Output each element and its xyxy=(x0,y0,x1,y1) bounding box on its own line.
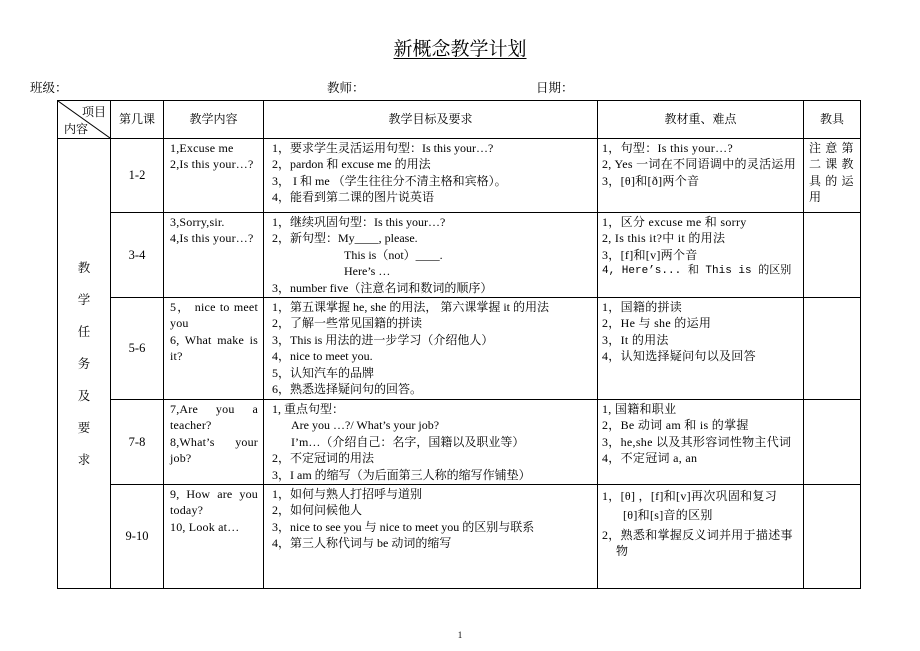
key-point-item: 1，句型：Is this your…? xyxy=(602,141,734,155)
goal-item: 1，要求学生灵活运用句型：Is this your…? xyxy=(272,141,494,155)
goal-item: 4，第三人称代词与 be 动词的缩写 xyxy=(272,536,452,551)
key-points-cell xyxy=(598,298,804,400)
goal-item: 2，新句型：My____, please. xyxy=(272,231,418,246)
lesson-number: 7-8 xyxy=(111,400,164,485)
key-points-cell xyxy=(598,485,804,589)
lesson-number: 3-4 xyxy=(111,213,164,298)
goal-item: 3，number five（注意名词和数词的顺序） xyxy=(272,280,493,295)
goal-item: 2，pardon 和 excuse me 的用法 xyxy=(272,157,431,172)
column-header-lesson: 第几课 xyxy=(111,101,164,139)
tools-text: 注意第二课教具的运用 xyxy=(809,141,856,205)
table-row xyxy=(58,213,861,298)
key-point-item: 3，[f]和[v]两个音 xyxy=(602,247,698,262)
key-point-item: 4，不定冠词 a, an xyxy=(602,451,698,466)
key-point-item: 4, Here’s... 和 This is 的区别 xyxy=(602,265,792,278)
corner-box xyxy=(58,101,110,138)
content-item: 8,What’s your job? xyxy=(170,434,258,466)
tools-cell xyxy=(804,400,861,485)
goals-cell xyxy=(264,298,598,400)
content-cell xyxy=(164,213,264,298)
lesson-number: 9-10 xyxy=(111,485,164,589)
side-label-char: 及 xyxy=(77,388,91,403)
goal-item: 1，继续巩固句型：Is this your…? xyxy=(272,215,446,229)
content-item: 1,Excuse me xyxy=(170,141,234,155)
column-header-tools: 教具 xyxy=(804,101,861,139)
key-point-item: 2，He 与 she 的运用 xyxy=(602,316,712,331)
column-header-goals: 教学目标及要求 xyxy=(264,101,598,139)
tools-cell xyxy=(804,213,861,298)
key-point-item: 1，[θ] ，[f]和[v]再次巩固和复习 xyxy=(602,489,778,503)
corner-label-content: 内容 xyxy=(64,122,89,136)
content-item: 6, What make is it? xyxy=(170,332,258,364)
key-point-item: 1，区分 excuse me 和 sorry xyxy=(602,215,747,229)
goal-item: This is（not）____. xyxy=(344,247,443,262)
goal-item: 3，nice to see you 与 nice to meet you 的区别与联系 xyxy=(272,519,535,534)
content-item: 3,Sorry,sir. xyxy=(170,215,225,229)
side-label-char: 学 xyxy=(77,292,91,307)
goal-item: 2，如何问候他人 xyxy=(272,503,363,518)
tools-cell xyxy=(804,485,861,589)
corner-label-project: 项目 xyxy=(81,105,106,119)
key-point-item: 2，熟悉和掌握反义词并用于描述事物 xyxy=(602,527,793,559)
key-point-item: 2, Yes 一词在不同语调中的灵活运用 xyxy=(602,157,797,172)
teacher-label: 教师： xyxy=(327,81,365,95)
side-label-cell xyxy=(58,139,111,589)
goal-item: 3，I am 的缩写（为后面第三人称的缩写作铺垫） xyxy=(272,467,531,482)
document-title-text: 新概念教学计划 xyxy=(393,39,527,60)
content-cell xyxy=(164,298,264,400)
side-label-char: 教 xyxy=(77,260,91,275)
table-header-row xyxy=(58,101,861,139)
class-label: 班级： xyxy=(30,81,68,95)
content-item: 5， nice to meet you xyxy=(170,300,258,331)
goals-cell xyxy=(264,485,598,589)
table-row xyxy=(58,400,861,485)
column-header-content: 教学内容 xyxy=(164,101,264,139)
goal-item: 4，nice to meet you. xyxy=(272,349,373,364)
key-point-item: 2, Is this it?中 it 的用法 xyxy=(602,231,726,246)
content-item: 2,Is this your…? xyxy=(170,157,254,172)
side-label-char: 要 xyxy=(77,420,91,435)
content-cell xyxy=(164,485,264,589)
goal-item: 2，了解一些常见国籍的拼读 xyxy=(272,316,423,331)
key-point-item: 1, 国籍和职业 xyxy=(602,402,677,416)
key-points-cell xyxy=(598,400,804,485)
content-item: 7,Are you a teacher? xyxy=(170,402,258,433)
table-row xyxy=(58,485,861,589)
key-point-item: 1，国籍的拼读 xyxy=(602,300,683,314)
date-label: 日期： xyxy=(536,81,574,95)
page-number: 1 xyxy=(457,630,463,640)
key-point-item: 3，[θ]和[ð]两个音 xyxy=(602,173,700,188)
goal-item: 6，熟悉选择疑问句的回答。 xyxy=(272,382,423,397)
content-cell xyxy=(164,400,264,485)
goal-item: Are you …?/ What’s your job? xyxy=(291,418,440,433)
side-label-char: 务 xyxy=(77,356,91,371)
teaching-plan-table xyxy=(57,100,861,589)
tools-cell xyxy=(804,139,861,213)
content-item: 4,Is this your…? xyxy=(170,231,254,246)
key-point-item: 3，he,she 以及其形容词性物主代词 xyxy=(602,434,792,449)
column-header-key-points: 教材重、难点 xyxy=(598,101,804,139)
goals-cell xyxy=(264,213,598,298)
key-points-cell xyxy=(598,139,804,213)
goal-item: 2，不定冠词的用法 xyxy=(272,451,375,466)
content-cell xyxy=(164,139,264,213)
key-points-cell xyxy=(598,213,804,298)
goal-item: 1，第五课掌握 he, she 的用法， 第六课掌握 it 的用法 xyxy=(272,300,549,314)
goals-cell xyxy=(264,400,598,485)
content-item: 10, Look at… xyxy=(170,519,240,534)
lesson-number: 1-2 xyxy=(111,139,164,213)
goal-item: 4，能看到第二课的图片说英语 xyxy=(272,190,435,205)
corner-header-cell xyxy=(58,101,111,139)
goal-item: 3，This is 用法的进一步学习（介绍他人） xyxy=(272,332,494,347)
lesson-number: 5-6 xyxy=(111,298,164,400)
document-title xyxy=(0,37,920,63)
goal-item: 3， I 和 me （学生往往分不清主格和宾格）。 xyxy=(272,173,507,188)
key-point-item: 2，Be 动词 am 和 is 的掌握 xyxy=(602,418,749,433)
key-point-item: 4，认知选择疑问句以及回答 xyxy=(602,349,756,364)
side-label xyxy=(58,252,110,476)
goal-item: 1, 重点句型： xyxy=(272,402,345,416)
content-item: 9, How are you today? xyxy=(170,487,258,518)
side-label-char: 任 xyxy=(77,324,91,339)
table-row xyxy=(58,139,861,213)
goals-cell xyxy=(264,139,598,213)
goal-item: 1，如何与熟人打招呼与道别 xyxy=(272,487,423,501)
tools-cell xyxy=(804,298,861,400)
goal-item: Here’s … xyxy=(344,264,391,279)
goal-item: 5，认知汽车的品牌 xyxy=(272,365,375,380)
key-point-item: [θ]和[s]音的区别 xyxy=(623,508,713,523)
key-point-item: 3，It 的用法 xyxy=(602,332,669,347)
table-row xyxy=(58,298,861,400)
side-label-char: 求 xyxy=(77,452,91,467)
goal-item: I’m…（介绍自己：名字，国籍以及职业等） xyxy=(291,434,525,449)
